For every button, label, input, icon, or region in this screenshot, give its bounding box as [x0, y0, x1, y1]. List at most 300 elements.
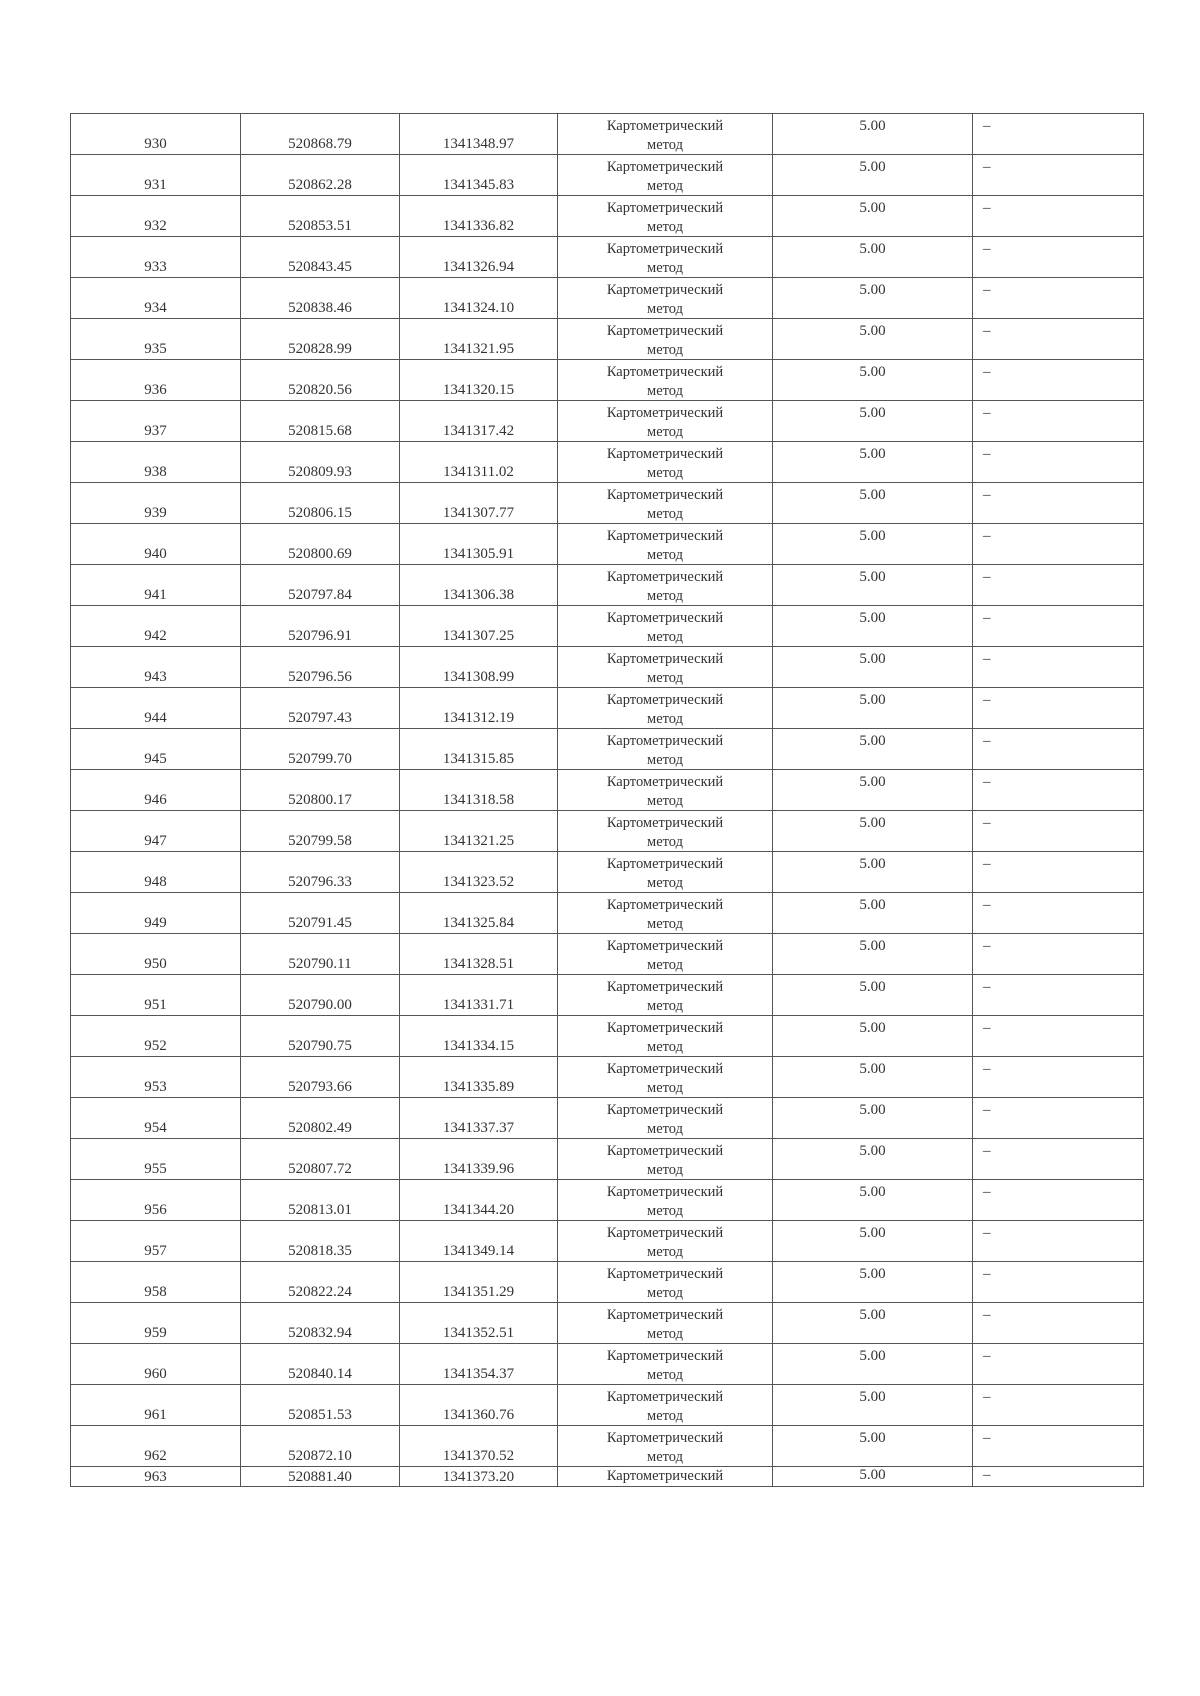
note-cell [973, 319, 1144, 360]
note-cell [973, 1180, 1144, 1221]
method-text [558, 773, 772, 811]
note-cell [973, 360, 1144, 401]
method-text [558, 855, 772, 893]
note-dash: – [983, 1225, 991, 1241]
method-line-1: Картометрический [606, 241, 724, 257]
x-coordinate: 520840.14 [288, 1366, 352, 1382]
y-coordinate-cell [400, 278, 558, 319]
note-cell [973, 975, 1144, 1016]
method-line-2: метод [647, 711, 683, 727]
x-coordinate: 520843.45 [288, 259, 352, 275]
y-coordinate: 1341311.02 [443, 464, 514, 480]
note-dash: – [983, 1143, 991, 1159]
method-text [558, 691, 772, 729]
table-row [71, 401, 1144, 442]
accuracy-cell [773, 114, 973, 155]
accuracy-value: 5.00 [859, 1225, 886, 1241]
note-cell [973, 1344, 1144, 1385]
accuracy-value: 5.00 [859, 774, 886, 790]
accuracy-cell [773, 1180, 973, 1221]
point-number-cell [71, 319, 241, 360]
method-cell [558, 155, 773, 196]
y-coordinate: 1341344.20 [442, 1202, 515, 1218]
x-coordinate: 520791.45 [288, 915, 352, 931]
method-cell [558, 893, 773, 934]
y-coordinate-cell [400, 1180, 558, 1221]
method-text [558, 1265, 772, 1303]
point-number: 946 [144, 792, 167, 808]
point-number: 956 [144, 1202, 167, 1218]
accuracy-cell [773, 237, 973, 278]
method-cell [558, 770, 773, 811]
method-line-1: Картометрический [606, 1266, 724, 1282]
accuracy-value: 5.00 [859, 241, 886, 257]
method-line-2: метод [647, 1367, 683, 1383]
accuracy-cell [773, 647, 973, 688]
accuracy-cell [773, 770, 973, 811]
method-line-1: Картометрический [606, 692, 724, 708]
point-number: 953 [144, 1079, 167, 1095]
point-number-cell [71, 893, 241, 934]
x-coordinate-cell [241, 1303, 400, 1344]
point-number: 962 [144, 1448, 167, 1464]
accuracy-cell [773, 565, 973, 606]
method-cell [558, 196, 773, 237]
x-coordinate-cell [241, 1385, 400, 1426]
table-row [71, 975, 1144, 1016]
point-number: 939 [144, 505, 167, 521]
point-number: 948 [144, 874, 167, 890]
method-line-1: Картометрический [606, 610, 724, 626]
table-row [71, 688, 1144, 729]
y-coordinate: 1341321.95 [442, 341, 515, 357]
y-coordinate-cell [400, 1262, 558, 1303]
x-coordinate: 520799.58 [288, 833, 352, 849]
point-number-cell [71, 114, 241, 155]
x-coordinate: 520802.49 [288, 1120, 352, 1136]
y-coordinate: 1341326.94 [442, 259, 515, 275]
x-coordinate-cell [241, 442, 400, 483]
point-number: 933 [144, 259, 167, 275]
note-cell [973, 196, 1144, 237]
method-text [558, 732, 772, 770]
method-text [558, 1101, 772, 1139]
y-coordinate: 1341307.25 [442, 628, 515, 644]
note-cell [973, 114, 1144, 155]
x-coordinate: 520818.35 [288, 1243, 352, 1259]
note-cell [973, 524, 1144, 565]
note-cell [973, 1098, 1144, 1139]
x-coordinate: 520813.01 [288, 1202, 352, 1218]
accuracy-value: 5.00 [859, 405, 886, 421]
table-row [71, 729, 1144, 770]
note-cell [973, 1303, 1144, 1344]
point-number-cell [71, 688, 241, 729]
point-number: 932 [144, 218, 167, 234]
method-line-2: метод [647, 547, 683, 563]
method-text [558, 527, 772, 565]
method-text: Картометрический [606, 1468, 724, 1484]
method-cell [558, 1139, 773, 1180]
method-cell [558, 688, 773, 729]
method-line-1: Картометрический [606, 1307, 724, 1323]
note-dash: – [983, 651, 991, 667]
method-line-2: метод [647, 1121, 683, 1137]
method-cell [558, 1262, 773, 1303]
x-coordinate: 520815.68 [288, 423, 352, 439]
accuracy-value: 5.00 [859, 364, 886, 380]
note-dash: – [983, 1020, 991, 1036]
x-coordinate-cell [241, 524, 400, 565]
note-dash: – [983, 897, 991, 913]
point-number-cell [71, 1426, 241, 1467]
x-coordinate: 520851.53 [288, 1407, 352, 1423]
accuracy-cell [773, 1385, 973, 1426]
y-coordinate: 1341318.58 [442, 792, 515, 808]
accuracy-value: 5.00 [859, 159, 886, 175]
y-coordinate-cell [400, 483, 558, 524]
method-text [558, 978, 772, 1016]
y-coordinate: 1341331.71 [442, 997, 515, 1013]
table-row [71, 524, 1144, 565]
method-line-1: Картометрический [606, 938, 724, 954]
table-row [71, 1057, 1144, 1098]
method-line-1: Картометрический [606, 323, 724, 339]
accuracy-cell [773, 606, 973, 647]
method-text [558, 568, 772, 606]
x-coordinate-cell [241, 975, 400, 1016]
x-coordinate: 520797.84 [288, 587, 352, 603]
y-coordinate: 1341354.37 [442, 1366, 515, 1382]
y-coordinate-cell [400, 893, 558, 934]
method-line-1: Картометрический [606, 1184, 724, 1200]
accuracy-value: 5.00 [859, 1184, 886, 1200]
note-dash: – [983, 1430, 991, 1446]
y-coordinate: 1341337.37 [442, 1120, 515, 1136]
note-cell [973, 934, 1144, 975]
y-coordinate-cell [400, 319, 558, 360]
point-number: 951 [144, 997, 167, 1013]
accuracy-value: 5.00 [859, 1467, 886, 1483]
y-coordinate: 1341320.15 [442, 382, 515, 398]
accuracy-value: 5.00 [859, 282, 886, 298]
method-line-1: Картометрический [606, 856, 724, 872]
method-line-1: Картометрический [606, 733, 724, 749]
point-number-cell [71, 360, 241, 401]
point-number: 963 [144, 1469, 167, 1485]
table-row [71, 565, 1144, 606]
method-cell [558, 1344, 773, 1385]
note-dash: – [983, 1389, 991, 1405]
x-coordinate: 520853.51 [288, 218, 352, 234]
method-line-2: метод [647, 219, 683, 235]
accuracy-cell [773, 852, 973, 893]
method-line-2: метод [647, 629, 683, 645]
method-cell [558, 852, 773, 893]
note-cell [973, 1221, 1144, 1262]
point-number-cell [71, 1098, 241, 1139]
method-line-1: Картометрический [606, 1020, 724, 1036]
x-coordinate-cell [241, 729, 400, 770]
method-line-1: Картометрический [606, 487, 724, 503]
table-row [71, 770, 1144, 811]
accuracy-value: 5.00 [859, 1266, 886, 1282]
accuracy-value: 5.00 [859, 733, 886, 749]
x-coordinate: 520800.17 [288, 792, 352, 808]
method-line-2: метод [647, 1080, 683, 1096]
y-coordinate-cell [400, 401, 558, 442]
accuracy-value: 5.00 [859, 1430, 886, 1446]
x-coordinate: 520822.24 [288, 1284, 352, 1300]
method-line-1: Картометрический [606, 1143, 724, 1159]
note-dash: – [983, 979, 991, 995]
y-coordinate-cell [400, 811, 558, 852]
accuracy-value: 5.00 [859, 692, 886, 708]
y-coordinate: 1341349.14 [442, 1243, 515, 1259]
point-number: 958 [144, 1284, 167, 1300]
point-number-cell [71, 401, 241, 442]
method-line-2: метод [647, 670, 683, 686]
y-coordinate-cell [400, 688, 558, 729]
x-coordinate: 520807.72 [288, 1161, 352, 1177]
method-text [558, 486, 772, 524]
point-number-cell [71, 852, 241, 893]
accuracy-cell [773, 1262, 973, 1303]
accuracy-cell [773, 319, 973, 360]
method-text [558, 1142, 772, 1180]
note-dash: – [983, 692, 991, 708]
method-line-2: метод [647, 998, 683, 1014]
y-coordinate: 1341351.29 [442, 1284, 515, 1300]
y-coordinate: 1341373.20 [442, 1469, 515, 1485]
x-coordinate-cell [241, 114, 400, 155]
accuracy-cell [773, 196, 973, 237]
note-dash: – [983, 364, 991, 380]
accuracy-cell [773, 893, 973, 934]
y-coordinate: 1341305.91 [442, 546, 515, 562]
note-dash: – [983, 159, 991, 175]
table-row [71, 1016, 1144, 1057]
point-number-cell [71, 1303, 241, 1344]
point-number: 941 [144, 587, 167, 603]
note-cell [973, 852, 1144, 893]
y-coordinate: 1341334.15 [442, 1038, 515, 1054]
note-dash: – [983, 118, 991, 134]
note-dash: – [983, 405, 991, 421]
x-coordinate-cell [241, 1467, 400, 1487]
method-text [558, 240, 772, 278]
note-dash: – [983, 1266, 991, 1282]
method-cell [558, 1016, 773, 1057]
y-coordinate-cell [400, 1385, 558, 1426]
note-dash: – [983, 610, 991, 626]
method-text [558, 117, 772, 155]
y-coordinate: 1341312.19 [442, 710, 515, 726]
table-row [71, 1303, 1144, 1344]
accuracy-value: 5.00 [859, 1389, 886, 1405]
y-coordinate: 1341308.99 [442, 669, 515, 685]
method-cell [558, 114, 773, 155]
method-cell [558, 401, 773, 442]
accuracy-value: 5.00 [859, 651, 886, 667]
table-row [71, 196, 1144, 237]
method-text [558, 1388, 772, 1426]
method-text [558, 199, 772, 237]
y-coordinate-cell [400, 1221, 558, 1262]
x-coordinate: 520790.00 [288, 997, 352, 1013]
note-dash: – [983, 323, 991, 339]
accuracy-value: 5.00 [859, 487, 886, 503]
x-coordinate-cell [241, 1057, 400, 1098]
point-number: 954 [144, 1120, 167, 1136]
method-text [558, 1183, 772, 1221]
accuracy-cell [773, 360, 973, 401]
y-coordinate: 1341339.96 [442, 1161, 515, 1177]
point-number-cell [71, 647, 241, 688]
table-row [71, 852, 1144, 893]
method-text [558, 1306, 772, 1344]
x-coordinate: 520796.56 [288, 669, 352, 685]
point-number-cell [71, 606, 241, 647]
method-cell [558, 1303, 773, 1344]
method-line-1: Картометрический [606, 1102, 724, 1118]
table-row [71, 237, 1144, 278]
y-coordinate: 1341335.89 [442, 1079, 515, 1095]
accuracy-cell [773, 1344, 973, 1385]
accuracy-cell [773, 1426, 973, 1467]
y-coordinate: 1341352.51 [442, 1325, 515, 1341]
note-cell [973, 729, 1144, 770]
note-dash: – [983, 241, 991, 257]
note-cell [973, 237, 1144, 278]
method-line-2: метод [647, 506, 683, 522]
method-line-1: Картометрический [606, 1389, 724, 1405]
method-cell [558, 319, 773, 360]
y-coordinate-cell [400, 1344, 558, 1385]
accuracy-value: 5.00 [859, 815, 886, 831]
accuracy-value: 5.00 [859, 1307, 886, 1323]
x-coordinate-cell [241, 1262, 400, 1303]
point-number-cell [71, 1262, 241, 1303]
x-coordinate: 520796.33 [288, 874, 352, 890]
method-text [558, 937, 772, 975]
method-line-2: метод [647, 1449, 683, 1465]
point-number: 934 [144, 300, 167, 316]
point-number: 952 [144, 1038, 167, 1054]
table-row [71, 893, 1144, 934]
point-number: 955 [144, 1161, 167, 1177]
table-row [71, 319, 1144, 360]
y-coordinate-cell [400, 196, 558, 237]
method-text [558, 404, 772, 442]
y-coordinate-cell [400, 1467, 558, 1487]
accuracy-cell [773, 155, 973, 196]
note-dash: – [983, 1307, 991, 1323]
note-cell [973, 442, 1144, 483]
accuracy-cell [773, 483, 973, 524]
accuracy-cell [773, 729, 973, 770]
x-coordinate-cell [241, 319, 400, 360]
method-cell [558, 606, 773, 647]
method-text [558, 322, 772, 360]
table-row [71, 1385, 1144, 1426]
table-row [71, 155, 1144, 196]
accuracy-value: 5.00 [859, 569, 886, 585]
x-coordinate-cell [241, 1139, 400, 1180]
y-coordinate-cell [400, 729, 558, 770]
method-text [558, 1429, 772, 1467]
x-coordinate-cell [241, 1016, 400, 1057]
note-cell [973, 1057, 1144, 1098]
method-text [558, 609, 772, 647]
accuracy-cell [773, 975, 973, 1016]
x-coordinate-cell [241, 1180, 400, 1221]
x-coordinate-cell [241, 1098, 400, 1139]
x-coordinate-cell [241, 893, 400, 934]
y-coordinate-cell [400, 770, 558, 811]
y-coordinate: 1341345.83 [442, 177, 515, 193]
y-coordinate: 1341321.25 [442, 833, 515, 849]
y-coordinate: 1341328.51 [442, 956, 515, 972]
accuracy-value: 5.00 [859, 1020, 886, 1036]
table-row [71, 1098, 1144, 1139]
point-number: 949 [144, 915, 167, 931]
accuracy-value: 5.00 [859, 200, 886, 216]
point-number: 936 [144, 382, 167, 398]
point-number-cell [71, 1385, 241, 1426]
point-number: 944 [144, 710, 167, 726]
table-row [71, 606, 1144, 647]
method-line-1: Картометрический [606, 159, 724, 175]
table-row [71, 647, 1144, 688]
note-dash: – [983, 733, 991, 749]
point-number: 945 [144, 751, 167, 767]
y-coordinate: 1341325.84 [442, 915, 515, 931]
point-number-cell [71, 934, 241, 975]
method-line-1: Картометрический [606, 405, 724, 421]
y-coordinate: 1341370.52 [442, 1448, 515, 1464]
point-number: 943 [144, 669, 167, 685]
y-coordinate: 1341348.97 [442, 136, 515, 152]
accuracy-cell [773, 688, 973, 729]
method-line-1: Картометрический [606, 118, 724, 134]
method-line-1: Картометрический [606, 282, 724, 298]
method-line-1: Картометрический [606, 528, 724, 544]
method-text [558, 1224, 772, 1262]
method-line-1: Картометрический [606, 200, 724, 216]
point-number: 960 [144, 1366, 167, 1382]
note-cell [973, 1385, 1144, 1426]
x-coordinate-cell [241, 606, 400, 647]
point-number-cell [71, 483, 241, 524]
method-text [558, 1019, 772, 1057]
x-coordinate: 520832.94 [288, 1325, 352, 1341]
method-text [558, 363, 772, 401]
method-text [558, 814, 772, 852]
x-coordinate: 520797.43 [288, 710, 352, 726]
method-line-2: метод [647, 875, 683, 891]
accuracy-cell [773, 1057, 973, 1098]
note-dash: – [983, 487, 991, 503]
note-cell [973, 811, 1144, 852]
accuracy-value: 5.00 [859, 610, 886, 626]
note-cell [973, 1467, 1144, 1487]
method-line-2: метод [647, 383, 683, 399]
accuracy-cell [773, 1098, 973, 1139]
accuracy-cell [773, 1221, 973, 1262]
x-coordinate-cell [241, 811, 400, 852]
table-row [71, 483, 1144, 524]
